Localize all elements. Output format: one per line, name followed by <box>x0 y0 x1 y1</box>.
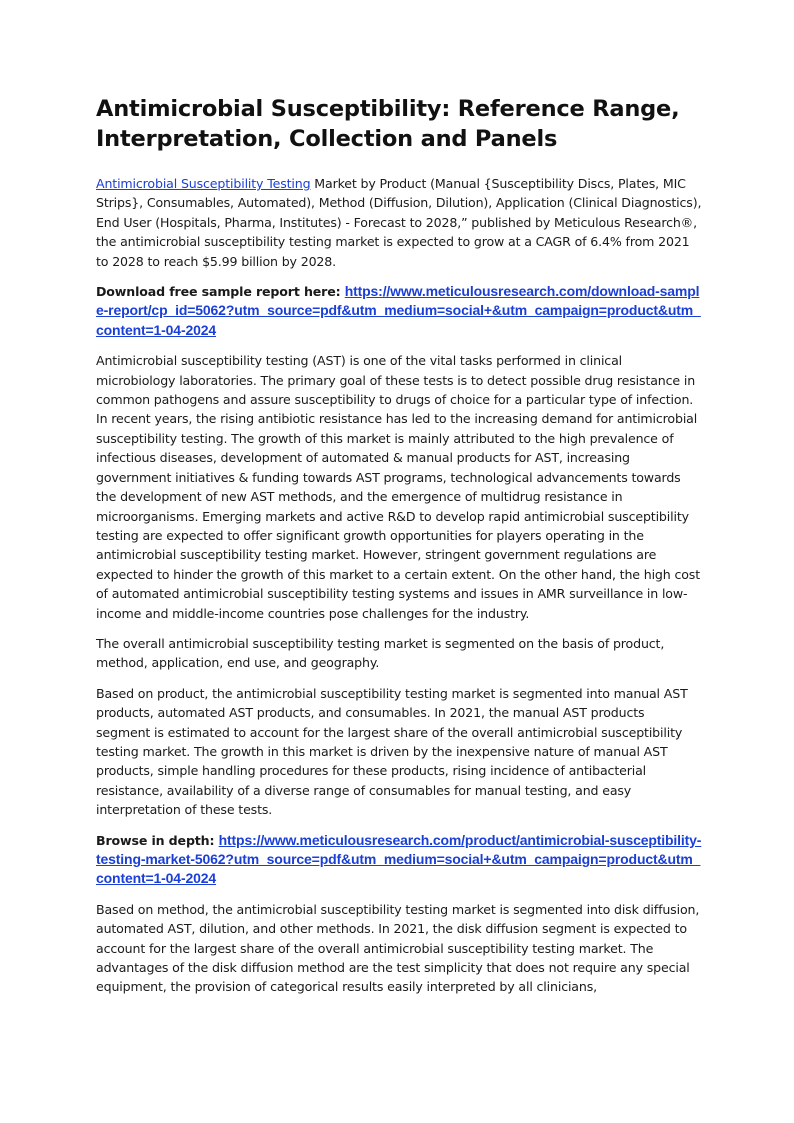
intro-text: Market by Product (Manual {Susceptibility Discs, Plates, MIC Strips}, Consumables, Automated), Method (Diffusion, Dilution), Application (Clinical Diagnostics), End User (Hospitals, Pharma, Institutes) - Forecast to 2028,” published by Meticulous Research®, the antimicrobial susceptibility testing market is expected to grow at a CAGR of 6.4% from 2021 to 2028 to reach $5.99 billion by 2028. <box>96 176 702 269</box>
browse-label: Browse in depth: <box>96 832 219 848</box>
download-label: Download free sample report here: <box>96 284 345 300</box>
body-paragraph-2: The overall antimicrobial susceptibility testing market is segmented on the basis of product, method, application, end use, and geography. <box>96 635 665 671</box>
browse-link[interactable]: https://www.meticulousresearch.com/product/antimicrobial-susceptibility-testing-market-5062?utm_source=pdf&utm_medium=social+&utm_campaign=product&utm_content=1-04-2024 <box>96 831 702 887</box>
document-title: Antimicrobial Susceptibility: Reference Range, Interpretation, Collection and Panels <box>96 96 680 152</box>
body-paragraph-1: Antimicrobial susceptibility testing (AST) is one of the vital tasks performed in clinical microbiology laboratories. The primary goal of these tests is to detect possible drug resistance in common pathogens and assure susceptibility to drugs of choice for a particular type of infection. In recent years, the rising antibiotic resistance has led to the increasing demand for antimicrobial susceptibility testing. The growth of this market is mainly attributed to the high prevalence of infectious diseases, development of automated & manual products for AST, increasing government initiatives & funding towards AST programs, technological advancements towards the development of new AST methods, and the emergence of multidrug resistance in microorganisms. Emerging markets and active R&D to develop rapid antimicrobial susceptibility testing are expected to offer significant growth opportunities for players operating in the antimicrobial susceptibility testing market. However, stringent government regulations are expected to hinder the growth of this market to a certain extent. On the other hand, the high cost of automated antimicrobial susceptibility testing systems and issues in AMR surveillance in low-income and middle-income countries pose challenges for the industry. <box>96 353 700 621</box>
body-paragraph-4: Based on method, the antimicrobial susceptibility testing market is segmented into disk diffusion, automated AST, dilution, and other methods. In 2021, the disk diffusion segment is expected to account for the largest share of the overall antimicrobial susceptibility testing market. The advantages of the disk diffusion method are the test simplicity that does not require any special equipment, the provision of categorical results easily interpreted by all clinicians, <box>96 901 700 995</box>
browse-paragraph <box>96 831 702 889</box>
document-page <box>96 94 702 1008</box>
ast-link[interactable]: Antimicrobial Susceptibility Testing <box>96 176 311 191</box>
body-paragraph-3: Based on product, the antimicrobial susceptibility testing market is segmented into manual AST products, automated AST products, and consumables. In 2021, the manual AST products segment is estimated to account for the largest share of the overall antimicrobial susceptibility testing market. The growth in this market is driven by the inexpensive nature of manual AST products, simple handling procedures for these products, rising incidence of antibacterial resistance, availability of a diverse range of consumables for manual testing, and easy interpretation of these tests. <box>96 685 688 818</box>
download-link[interactable]: https://www.meticulousresearch.com/download-sample-report/cp_id=5062?utm_source=pdf&utm_medium=social+&utm_campaign=product&utm_content=1-04-2024 <box>96 283 701 338</box>
download-paragraph <box>96 282 702 340</box>
intro-paragraph <box>96 174 702 271</box>
